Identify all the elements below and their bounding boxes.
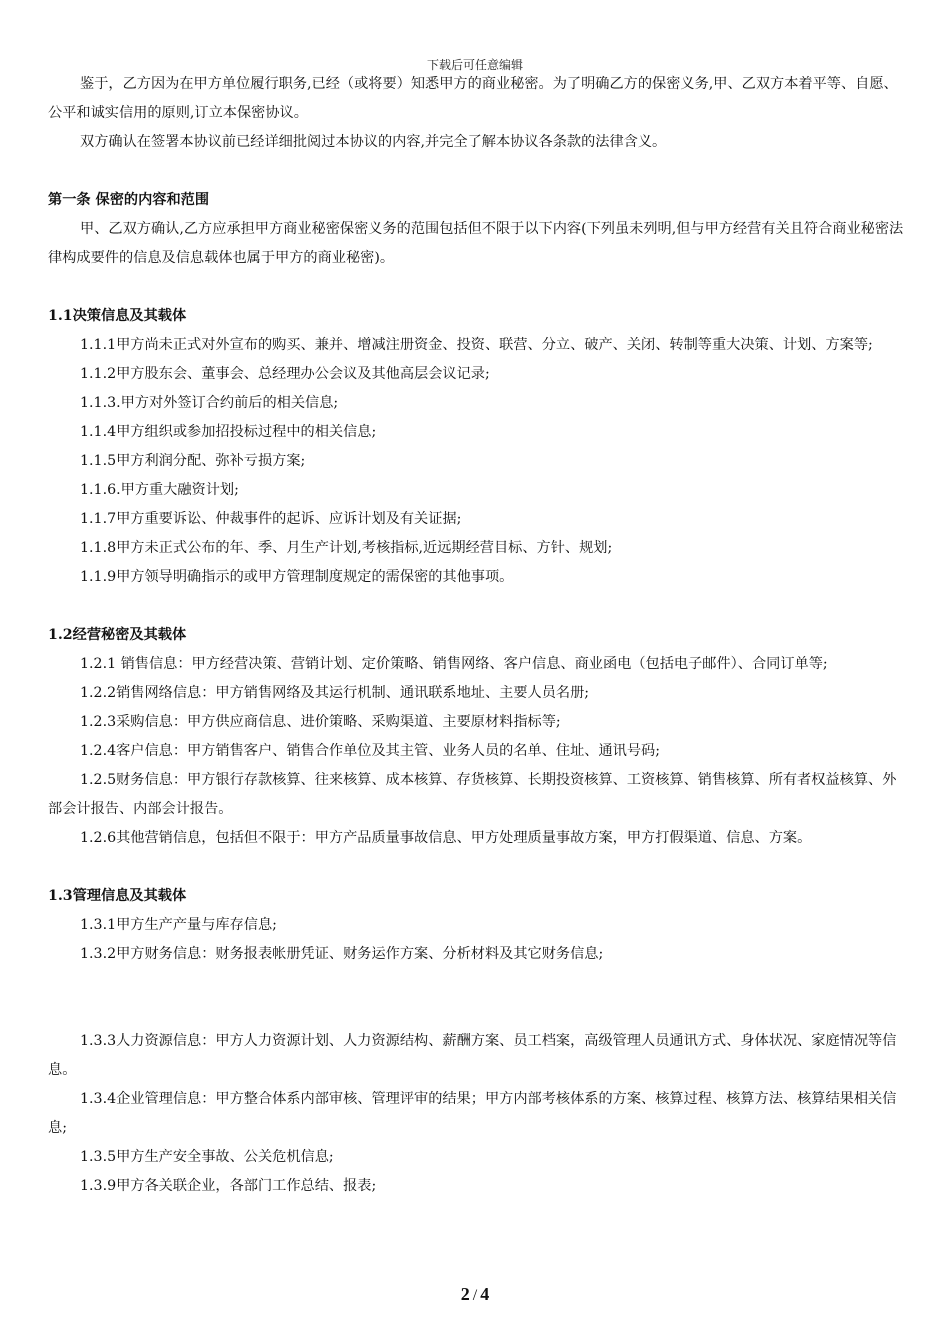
document-body bbox=[48, 70, 910, 1201]
list-item: 1.2.4客户信息：甲方销售客户、销售合作单位及其主管、业务人员的名单、住址、通讯号码; bbox=[80, 743, 661, 759]
page-number bbox=[0, 1284, 950, 1305]
list-item: 1.3.9甲方各关联企业，各部门工作总结、报表; bbox=[80, 1178, 377, 1194]
list-item: 1.2.5财务信息：甲方银行存款核算、往来核算、成本核算、存货核算、长期投资核算、工资核算、销售核算、所有者权益核算、外部会计报告、内部会计报告。 bbox=[48, 772, 897, 817]
section-1-3-list bbox=[48, 911, 910, 1201]
article-1-title: 第一条 保密的内容和范围 bbox=[48, 192, 210, 208]
list-item: 1.2.6其他营销信息，包括但不限于：甲方产品质量事故信息、甲方处理质量事故方案，甲方打假渠道、信息、方案。 bbox=[80, 830, 812, 846]
blank-gap bbox=[48, 969, 910, 1027]
list-item: 1.1.5甲方利润分配、弥补亏损方案; bbox=[80, 453, 306, 469]
list-item: 1.1.3.甲方对外签订合约前后的相关信息; bbox=[80, 395, 339, 411]
header-note: 下载后可任意编辑 bbox=[426, 58, 523, 72]
list-item: 1.2.3采购信息：甲方供应商信息、进价策略、采购渠道、主要原材料指标等; bbox=[80, 714, 561, 730]
list-item: 1.1.1甲方尚未正式对外宣布的购买、兼并、增减注册资金、投资、联营、分立、破产、关闭、转制等重大决策、计划、方案等; bbox=[80, 337, 873, 353]
list-item: 1.1.8甲方未正式公布的年、季、月生产计划,考核指标,近远期经营目标、方针、规划; bbox=[80, 540, 613, 556]
list-item: 1.3.4企业管理信息：甲方整合体系内部审核、管理评审的结果；甲方内部考核体系的方案、核算过程、核算方法、核算结果相关信息; bbox=[48, 1091, 897, 1136]
page-number-current: 2 bbox=[460, 1284, 470, 1304]
intro-paragraph: 鉴于，乙方因为在甲方单位履行职务,已经（或将要）知悉甲方的商业秘密。为了明确乙方的保密义务,甲、乙双方本着平等、自愿、公平和诚实信用的原则,订立本保密协议。 bbox=[48, 76, 898, 121]
section-1-2-title: 1.2经营秘密及其载体 bbox=[48, 627, 187, 643]
list-item: 1.3.3人力资源信息：甲方人力资源计划、人力资源结构、薪酬方案、员工档案，高级管理人员通讯方式、身体状况、家庭情况等信息。 bbox=[48, 1033, 897, 1078]
section-1-1-title: 1.1决策信息及其载体 bbox=[48, 308, 187, 324]
list-item: 1.1.7甲方重要诉讼、仲裁事件的起诉、应诉计划及有关证据; bbox=[80, 511, 462, 527]
page-number-total: 4 bbox=[480, 1284, 490, 1304]
list-item: 1.3.2甲方财务信息：财务报表帐册凭证、财务运作方案、分析材料及其它财务信息; bbox=[80, 946, 604, 962]
page-number-separator: / bbox=[472, 1287, 478, 1304]
article-1-body: 甲、乙双方确认,乙方应承担甲方商业秘密保密义务的范围包括但不限于以下内容(下列虽未列明,但与甲方经营有关且符合商业秘密法律构成要件的信息及信息载体也属于甲方的商业秘密)。 bbox=[48, 221, 904, 266]
section-1-2-list bbox=[48, 650, 910, 853]
list-item: 1.3.1甲方生产产量与库存信息; bbox=[80, 917, 277, 933]
section-1-3-title: 1.3管理信息及其载体 bbox=[48, 888, 187, 904]
list-item: 1.1.4甲方组织或参加招投标过程中的相关信息; bbox=[80, 424, 377, 440]
section-1-1-list bbox=[48, 331, 910, 592]
list-item: 1.1.9甲方领导明确指示的或甲方管理制度规定的需保密的其他事项。 bbox=[80, 569, 514, 585]
list-item: 1.3.5甲方生产安全事故、公关危机信息; bbox=[80, 1149, 334, 1165]
intro-paragraph: 双方确认在签署本协议前已经详细批阅过本协议的内容,并完全了解本协议各条款的法律含义。 bbox=[80, 134, 667, 150]
list-item: 1.1.2甲方股东会、董事会、总经理办公会议及其他高层会议记录; bbox=[80, 366, 490, 382]
list-item: 1.1.6.甲方重大融资计划; bbox=[80, 482, 239, 498]
list-item: 1.2.1 销售信息：甲方经营决策、营销计划、定价策略、销售网络、客户信息、商业函电（包括电子邮件）、合同订单等; bbox=[80, 656, 828, 672]
list-item: 1.2.2销售网络信息：甲方销售网络及其运行机制、通讯联系地址、主要人员名册; bbox=[80, 685, 590, 701]
